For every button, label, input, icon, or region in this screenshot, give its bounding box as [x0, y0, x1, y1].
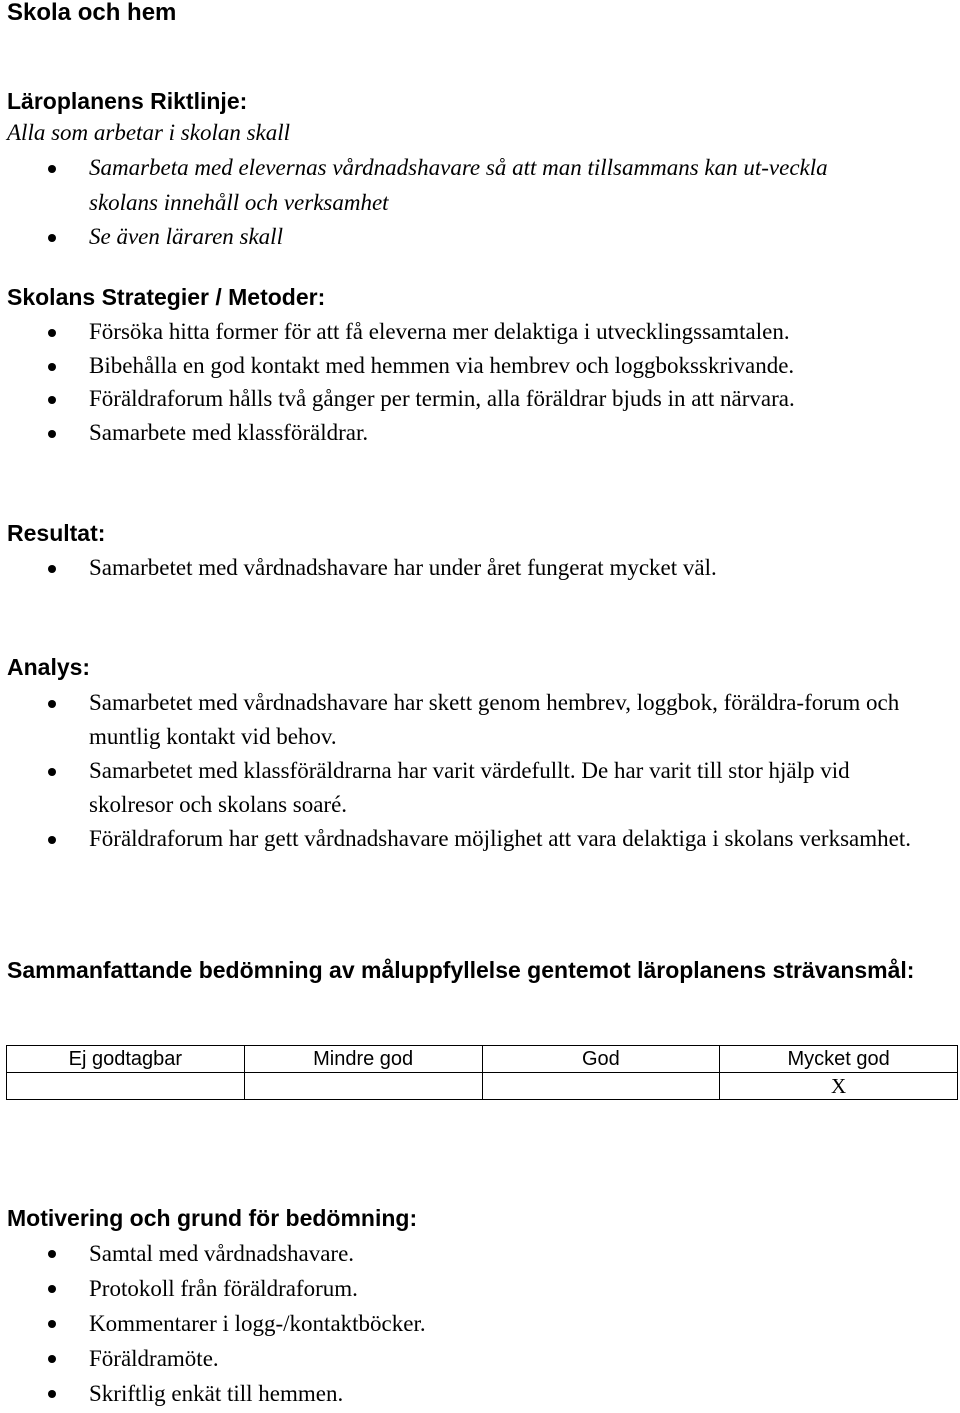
bullet-icon	[48, 234, 56, 242]
guideline-intro: Alla som arbetar i skolan skall	[7, 120, 291, 145]
strategies-list	[0, 315, 950, 449]
result-heading: Resultat:	[7, 520, 106, 546]
list-item	[0, 822, 949, 856]
list-item	[0, 1341, 950, 1376]
bullet-icon	[48, 836, 56, 844]
table-header-cell: Mycket god	[720, 1046, 958, 1073]
list-item-text: Samarbete med klassföräldrar.	[89, 419, 369, 445]
list-item	[0, 315, 950, 349]
bullet-icon	[48, 165, 56, 173]
list-item	[0, 551, 950, 585]
assessment-heading: Sammanfattande bedömning av måluppfyllelse gentemot läroplanens strävansmål:	[7, 957, 915, 983]
guideline-heading: Läroplanens Riktlinje:	[7, 88, 248, 114]
bullet-icon	[48, 430, 56, 438]
list-item	[0, 151, 889, 220]
bullet-icon	[48, 363, 56, 371]
list-item	[0, 382, 950, 416]
list-item-text: Skriftlig enkät till hemmen.	[89, 1381, 344, 1406]
list-item-text: Samarbetet med klassföräldrarna har varit värdefullt. De har varit till stor hjälp vid skolresor och skolans soaré.	[89, 758, 850, 817]
list-item	[0, 754, 919, 822]
list-item	[0, 416, 950, 450]
bullet-icon	[48, 1285, 56, 1293]
bullet-icon	[48, 768, 56, 776]
bullet-icon	[48, 565, 56, 573]
assessment-table	[6, 1045, 958, 1100]
table-row	[7, 1073, 958, 1100]
list-item-text: Samarbetet med vårdnadshavare har under året fungerat mycket väl.	[89, 555, 717, 580]
list-item	[0, 1376, 950, 1411]
analysis-heading: Analys:	[7, 654, 91, 680]
list-item-text: Försöka hitta former för att få eleverna mer delaktiga i utvecklingssamtalen.	[89, 319, 790, 344]
bullet-icon	[48, 1390, 56, 1398]
table-cell	[244, 1073, 482, 1100]
table-header-cell: God	[482, 1046, 720, 1073]
list-item	[0, 1236, 950, 1271]
list-item-text: Föräldraforum har gett vårdnadshavare möjlighet att vara delaktiga i skolans verksamhet.	[89, 826, 911, 851]
bullet-icon	[48, 329, 56, 337]
list-item-text: Se även läraren skall	[89, 224, 283, 249]
list-item-text: Kommentarer i logg-/kontaktböcker.	[89, 1311, 426, 1336]
list-item	[0, 1306, 950, 1341]
result-list	[0, 551, 950, 585]
table-cell	[482, 1073, 720, 1100]
list-item	[0, 349, 950, 383]
list-item	[0, 686, 959, 754]
bullet-icon	[48, 396, 56, 404]
table-cell	[7, 1073, 245, 1100]
table-header-cell: Ej godtagbar	[7, 1046, 245, 1073]
motivation-list	[0, 1236, 950, 1411]
table-header-cell: Mindre god	[244, 1046, 482, 1073]
table-cell: X	[720, 1073, 958, 1100]
motivation-heading: Motivering och grund för bedömning:	[7, 1205, 418, 1231]
guideline-list	[0, 151, 950, 255]
page-title: Skola och hem	[7, 0, 177, 26]
list-item-text: Föräldramöte.	[89, 1346, 219, 1371]
list-item-text: Samtal med vårdnadshavare.	[89, 1241, 355, 1266]
list-item-text: Samarbeta med elevernas vårdnadshavare så att man tillsammans kan ut-veckla skolans innehåll och verksamhet	[89, 155, 828, 215]
strategies-heading: Skolans Strategier / Metoder:	[7, 284, 326, 310]
bullet-icon	[48, 1320, 56, 1328]
list-item-text: Bibehålla en god kontakt med hemmen via hembrev och loggboksskrivande.	[89, 352, 795, 378]
list-item-text: Föräldraforum hålls två gånger per termin, alla föräldrar bjuds in att närvara.	[89, 386, 795, 411]
list-item-text: Samarbetet med vårdnadshavare har skett genom hembrev, loggbok, föräldra-forum och muntlig kontakt vid behov.	[89, 690, 900, 749]
analysis-list	[0, 686, 950, 856]
bullet-icon	[48, 1355, 56, 1363]
list-item	[0, 1271, 950, 1306]
table-row	[7, 1046, 958, 1073]
list-item	[0, 220, 950, 255]
list-item-text: Protokoll från föräldraforum.	[89, 1276, 358, 1301]
bullet-icon	[48, 1250, 56, 1258]
bullet-icon	[48, 700, 56, 708]
